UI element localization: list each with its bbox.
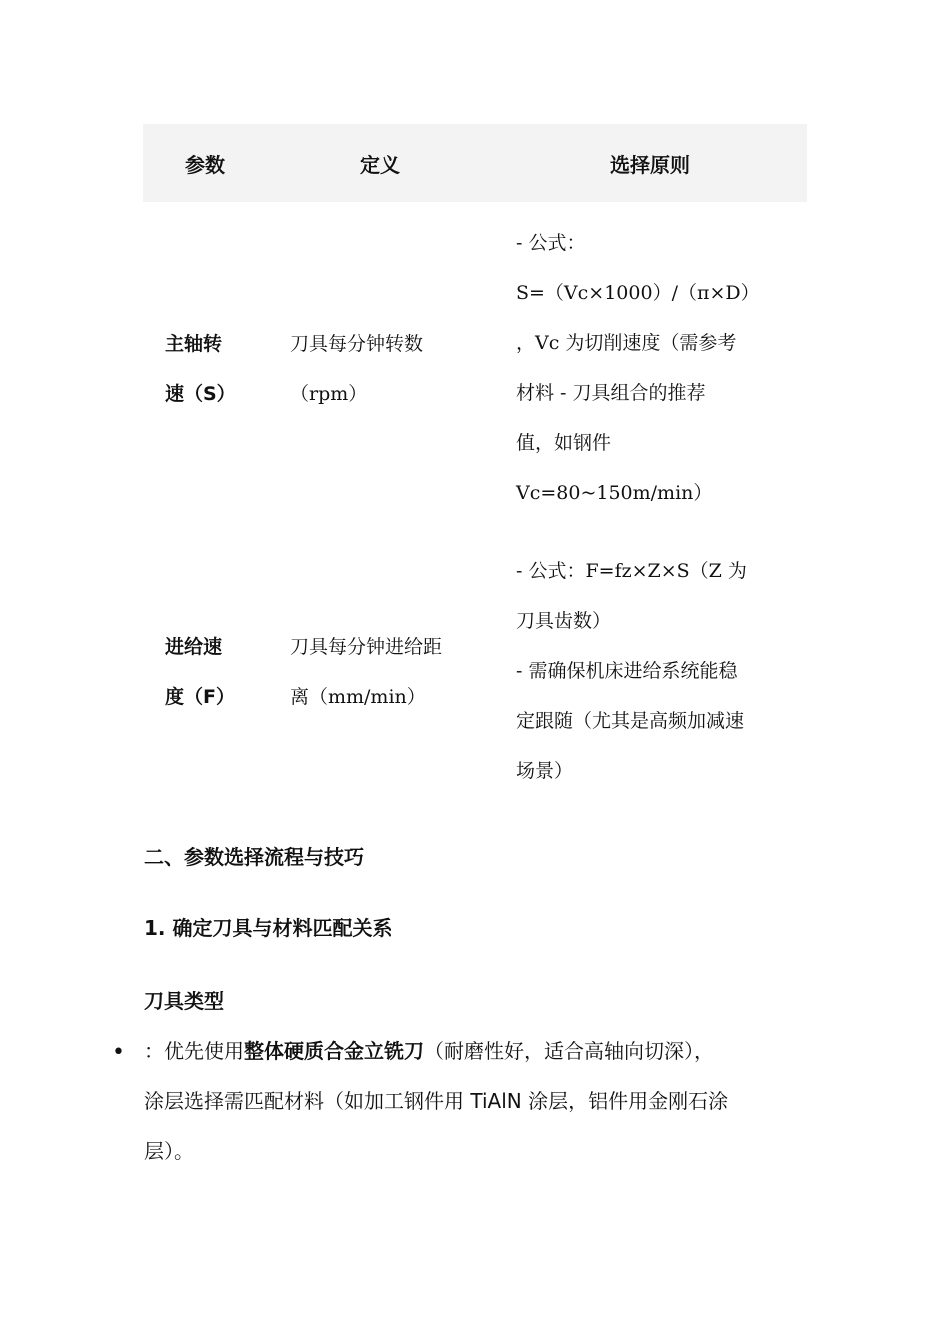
bullet-line1-rest: （耐磨性好，适合高轴向切深）， <box>424 1039 714 1063</box>
bullet-line2-a: 涂层选择需匹配材料（如加工钢件用 <box>144 1089 471 1113</box>
table-cell-principle-feed: - 公式：F=fz×Z×S（Z 为 刀具齿数） - 需确保机床进给系统能稳 定跟随（尤其是高频加减速 场景） <box>516 560 747 782</box>
table-cell-principle-spindle: - 公式： S=（Vc×1000）/（π×D） ，Vc 为切削速度（需参考 材料 - 刀具组合的推荐 值，如钢件 Vc=80~150m/min） <box>516 232 760 504</box>
table-header-param: 参数 <box>185 153 225 177</box>
subsection-title: 1. 确定刀具与材料匹配关系 <box>144 916 393 940</box>
bullet-prefix: ：优先使用 <box>144 1039 244 1063</box>
bullet-line2-b: 涂层，铝件用金刚石涂 <box>521 1089 729 1113</box>
table-cell-definition-spindle: 刀具每分钟转数 （rpm） <box>290 333 424 405</box>
bullet-line2-code: TiAlN <box>470 1089 522 1113</box>
bullet-marker: • <box>112 1040 125 1065</box>
section-title: 二、参数选择流程与技巧 <box>144 845 364 869</box>
table-cell-param-feed: 进给速 度（F） <box>165 636 235 708</box>
bullet-paragraph <box>144 1026 808 1176</box>
sub-heading: 刀具类型 <box>144 989 224 1013</box>
table-cell-param-spindle: 主轴转 速（S） <box>165 333 236 405</box>
bullet-bold-text: 整体硬质合金立铣刀 <box>244 1039 424 1063</box>
table-cell-definition-feed: 刀具每分钟进给距 离（mm/min） <box>290 636 443 708</box>
table-header-principle: 选择原则 <box>610 153 690 177</box>
bullet-line3: 层）。 <box>144 1139 194 1163</box>
table-header-definition: 定义 <box>360 153 400 177</box>
